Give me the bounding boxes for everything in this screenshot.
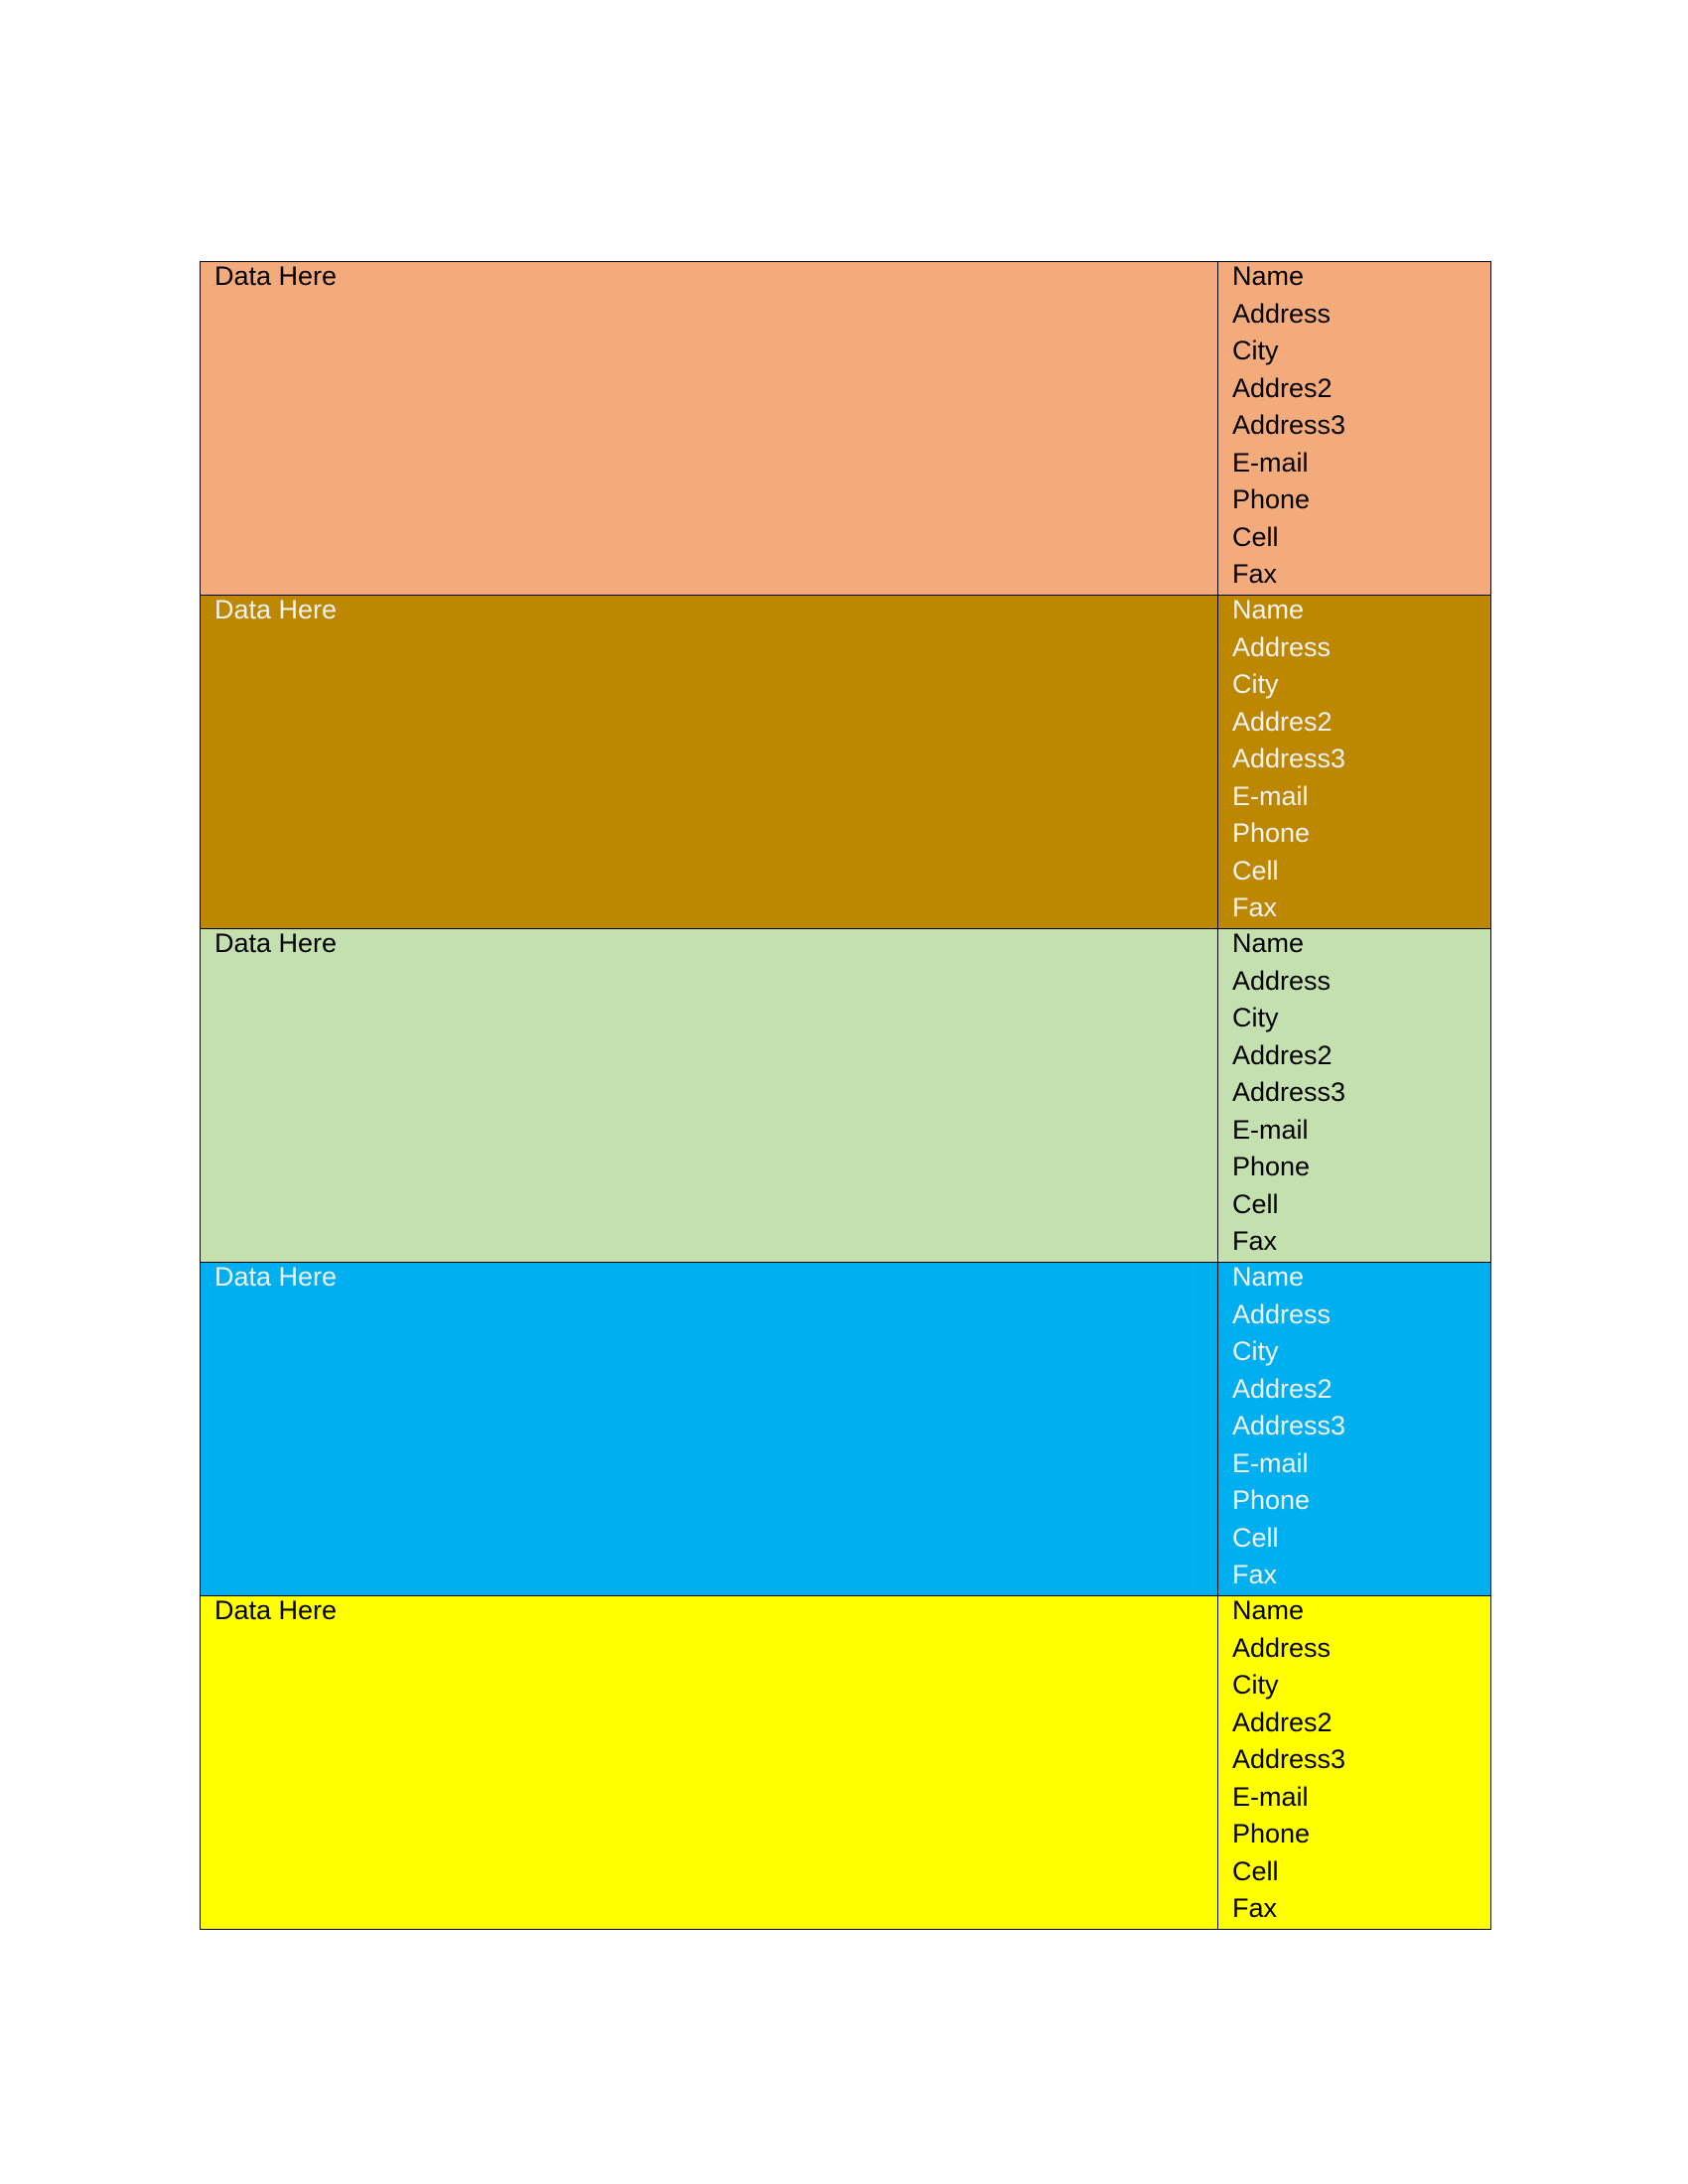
field-address2: Addres2 bbox=[1232, 1373, 1333, 1404]
field-email: E-mail bbox=[1232, 1781, 1309, 1812]
field-city: City bbox=[1232, 1003, 1279, 1032]
field-phone: Phone bbox=[1232, 1152, 1311, 1181]
data-cell[interactable] bbox=[201, 596, 1218, 929]
table-row bbox=[201, 596, 1491, 929]
data-cell[interactable] bbox=[201, 1263, 1218, 1596]
field-address: Address bbox=[1232, 631, 1332, 662]
field-name: Name bbox=[1232, 1262, 1305, 1292]
data-cell-text: Data Here bbox=[214, 928, 338, 958]
field-address: Address bbox=[1232, 298, 1332, 329]
field-list bbox=[1218, 258, 1490, 594]
data-cell[interactable] bbox=[201, 262, 1218, 596]
field-cell: Cell bbox=[1232, 521, 1279, 552]
field-address3: Address3 bbox=[1232, 744, 1346, 773]
data-cell-text: Data Here bbox=[214, 261, 338, 291]
field-address3: Address3 bbox=[1232, 1411, 1346, 1440]
field-name: Name bbox=[1232, 595, 1305, 624]
field-cell: Cell bbox=[1232, 1855, 1279, 1886]
field-cell: Cell bbox=[1232, 855, 1279, 886]
fields-cell[interactable] bbox=[1218, 1596, 1491, 1930]
table-row bbox=[201, 262, 1491, 596]
fields-cell[interactable] bbox=[1218, 929, 1491, 1263]
field-address2: Addres2 bbox=[1232, 1706, 1333, 1737]
field-address2: Addres2 bbox=[1232, 1039, 1333, 1070]
field-phone: Phone bbox=[1232, 1485, 1311, 1515]
data-cell-text: Data Here bbox=[214, 595, 338, 624]
field-fax: Fax bbox=[1232, 1226, 1278, 1256]
table-row bbox=[201, 1596, 1491, 1930]
field-address2: Addres2 bbox=[1232, 372, 1333, 403]
fields-cell[interactable] bbox=[1218, 1263, 1491, 1596]
field-name: Name bbox=[1232, 261, 1305, 291]
field-cell: Cell bbox=[1232, 1522, 1279, 1553]
field-list bbox=[1218, 1592, 1490, 1928]
table-row bbox=[201, 929, 1491, 1263]
field-address2: Addres2 bbox=[1232, 706, 1333, 737]
field-name: Name bbox=[1232, 1595, 1305, 1625]
field-fax: Fax bbox=[1232, 1560, 1278, 1589]
field-address: Address bbox=[1232, 1298, 1332, 1329]
field-email: E-mail bbox=[1232, 447, 1309, 478]
contact-table bbox=[200, 261, 1491, 1930]
field-address3: Address3 bbox=[1232, 1077, 1346, 1107]
field-phone: Phone bbox=[1232, 818, 1311, 848]
field-phone: Phone bbox=[1232, 1819, 1311, 1848]
field-city: City bbox=[1232, 1670, 1279, 1700]
contact-table-body bbox=[201, 262, 1491, 1930]
field-email: E-mail bbox=[1232, 1447, 1309, 1478]
field-fax: Fax bbox=[1232, 1893, 1278, 1923]
field-address: Address bbox=[1232, 1632, 1332, 1663]
field-fax: Fax bbox=[1232, 892, 1278, 922]
table-row bbox=[201, 1263, 1491, 1596]
field-phone: Phone bbox=[1232, 484, 1311, 514]
field-fax: Fax bbox=[1232, 559, 1278, 589]
field-list bbox=[1218, 1259, 1490, 1594]
field-address3: Address3 bbox=[1232, 1744, 1346, 1774]
field-name: Name bbox=[1232, 928, 1305, 958]
field-city: City bbox=[1232, 669, 1279, 699]
data-cell[interactable] bbox=[201, 1596, 1218, 1930]
field-city: City bbox=[1232, 1336, 1279, 1366]
fields-cell[interactable] bbox=[1218, 262, 1491, 596]
field-city: City bbox=[1232, 336, 1279, 365]
field-address: Address bbox=[1232, 965, 1332, 996]
field-cell: Cell bbox=[1232, 1188, 1279, 1219]
data-cell[interactable] bbox=[201, 929, 1218, 1263]
field-list bbox=[1218, 592, 1490, 927]
field-email: E-mail bbox=[1232, 780, 1309, 811]
fields-cell[interactable] bbox=[1218, 596, 1491, 929]
field-email: E-mail bbox=[1232, 1114, 1309, 1145]
data-cell-text: Data Here bbox=[214, 1262, 338, 1292]
field-address3: Address3 bbox=[1232, 410, 1346, 440]
field-list bbox=[1218, 925, 1490, 1261]
data-cell-text: Data Here bbox=[214, 1595, 338, 1625]
